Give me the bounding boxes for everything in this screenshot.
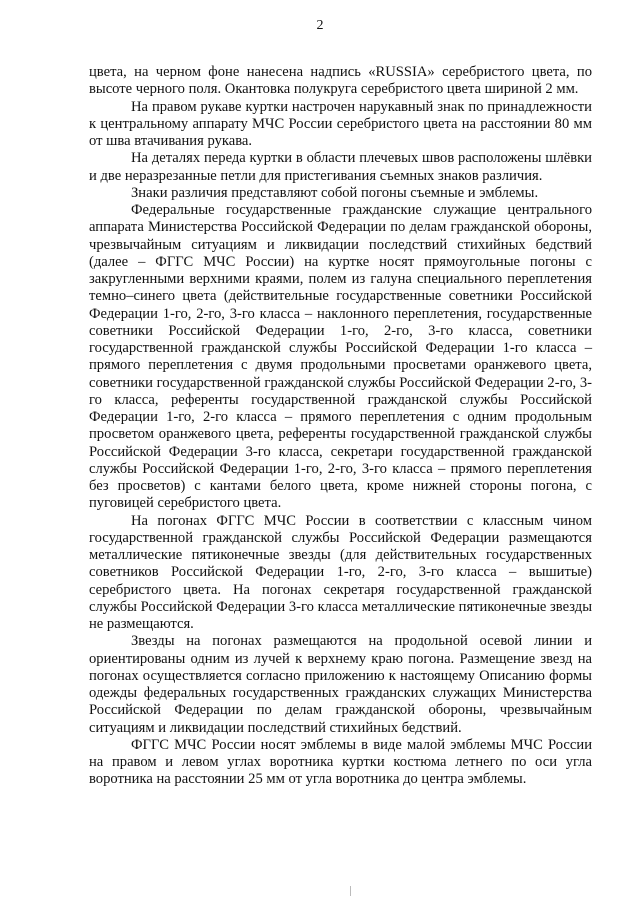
paragraph: Звезды на погонах размещаются на продольной осевой линии и ориентированы одним из лучей к верхнему краю погона. Размещение звезд на погонах осуществляется согласно приложению к настоящему Описанию формы одежды федеральных государственных гражданских служащих Министерства Российской Федерации по делам гражданской обороны, чрезвычайным ситуациям и ликвидации последствий стихийных бедствий. (89, 633, 592, 736)
scan-artifact (350, 886, 351, 896)
page-number: 2 (316, 18, 324, 33)
paragraph: ФГГС МЧС России носят эмблемы в виде малой эмблемы МЧС России на правом и левом углах воротника куртки костюма летнего по оси угла воротника на расстоянии 25 мм от угла воротника до центра эмблемы. (89, 736, 592, 788)
paragraph: На правом рукаве куртки настрочен нарукавный знак по принадлежности к центральному аппарату МЧС России серебристого цвета на расстоянии 80 мм от шва втачивания рукава. (89, 98, 592, 149)
paragraph: На погонах ФГГС МЧС России в соответствии с классным чином государственной гражданской службы Российской Федерации размещаются металлические пятиконечные звезды (для действительных государственных советников Российской Федерации 1-го, 2-го, 3-го класса – вышитые) серебристого цвета. На погонах секретаря государственной гражданской службы Российской Федерации 3-го класса металлические пятиконечные звезды не размещаются. (89, 512, 592, 632)
paragraph: Знаки различия представляют собой погоны съемные и эмблемы. (131, 184, 539, 201)
paragraph: цвета, на черном фоне нанесена надпись «RUSSIA» серебристого цвета, по высоте черного поля. Окантовка полукруга серебристого цвета шириной 2 мм. (89, 64, 592, 98)
paragraph: На деталях переда куртки в области плечевых швов расположены шлёвки и две неразрезанные петли для пристегивания съемных знаков различия. (89, 150, 592, 184)
paragraph: Федеральные государственные гражданские служащие центрального аппарата Министерства Российской Федерации по делам гражданской обороны, чрезвычайным ситуациям и ликвидации последствий стихийных бедствий (далее – ФГГС МЧС России) на куртке носят прямоугольные погоны с закругленными верхними краями, полем из галуна специального переплетения темно–синего цвета (действительные государственные советники Российской Федерации 1-го, 2-го, 3-го класса – наклонного переплетения, государственные советники Российской Федерации 1-го, 2-го, 3-го класса, советники государственной гражданской службы Российской Федерации 1-го класса – прямого переплетения с двумя продольными просветами оранжевого цвета, советники государственной гражданской службы Российской Федерации 2-го, 3-го класса, референты государственной гражданской службы Российской Федерации 1-го, 2-го класса – прямого переплетения с одним продольным просветом оранжевого цвета, референты государственной гражданской службы Российской Федерации 3-го класса, секретари государственной гражданской службы Российской Федерации 1-го, 2-го, 3-го класса – прямого переплетения без просветов) с кантами белого цвета, кроме нижней стороны погона, с пуговицей серебристого цвета. (89, 202, 592, 512)
document-body (89, 64, 592, 789)
